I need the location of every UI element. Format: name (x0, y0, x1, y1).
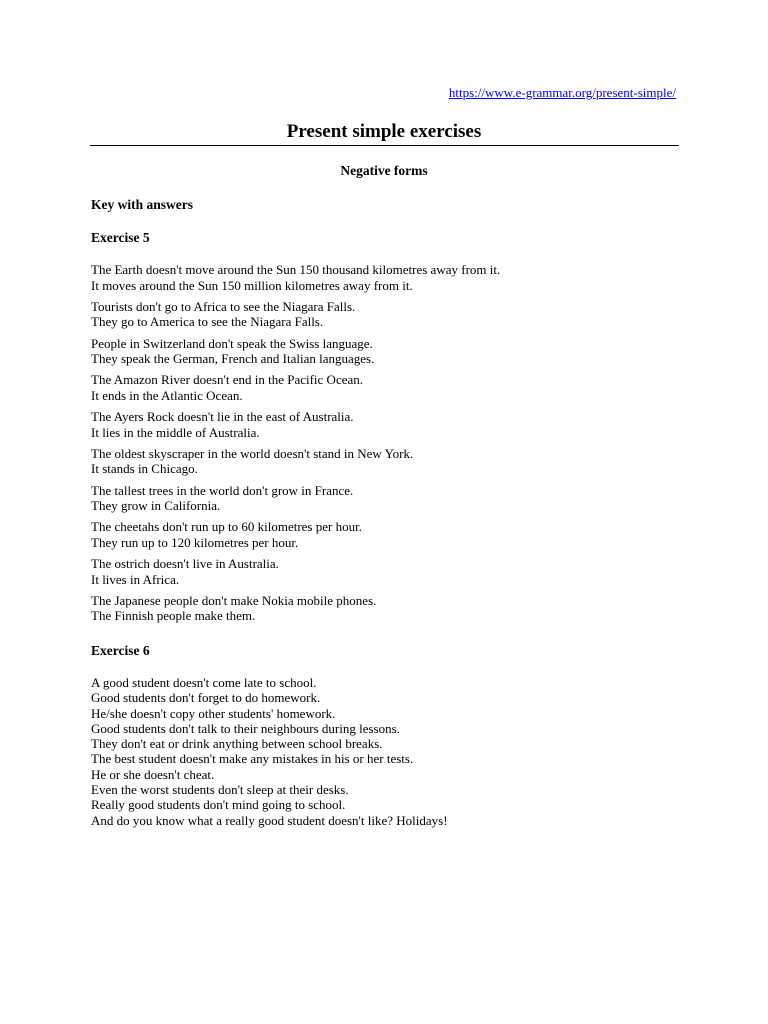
exercise-5-item (91, 556, 691, 593)
source-url-link[interactable]: https://www.e-grammar.org/present-simple/ (448, 85, 676, 100)
exercise-5-item (91, 483, 691, 520)
answer-sentence: They run up to 120 kilometres per hour. (91, 534, 299, 550)
exercise-6-line: Even the worst students don't sleep at their desks. (91, 782, 349, 798)
answer-sentence: It lies in the middle of Australia. (91, 424, 260, 440)
exercise-6-line: Really good students don't mind going to school. (91, 797, 346, 813)
negative-sentence: The ostrich doesn't live in Australia. (91, 556, 279, 571)
exercise-6-list (91, 675, 691, 828)
negative-sentence: The Ayers Rock doesn't lie in the east of Australia. (91, 409, 354, 424)
negative-sentence: The oldest skyscraper in the world doesn't stand in New York. (91, 445, 414, 461)
page-title: Present simple exercises (286, 121, 482, 142)
exercise-6-line: The best student doesn't make any mistakes in his or her tests. (91, 751, 414, 767)
answer-sentence: It stands in Chicago. (91, 461, 198, 477)
exercise-5-item (91, 593, 691, 630)
answer-sentence: It moves around the Sun 150 million kilometres away from it. (91, 277, 413, 293)
answer-sentence: It lives in Africa. (91, 571, 180, 587)
answer-sentence: It ends in the Atlantic Ocean. (91, 387, 243, 403)
exercise-5-list (91, 262, 691, 630)
negative-sentence: People in Switzerland don't speak the Swiss language. (91, 335, 373, 351)
negative-sentence: The cheetahs don't run up to 60 kilometres per hour. (91, 519, 362, 535)
negative-sentence: Tourists don't go to Africa to see the Niagara Falls. (91, 298, 356, 314)
exercise-6-line: He/she doesn't copy other students' homework. (91, 705, 336, 721)
exercise-6-line: A good student doesn't come late to school. (91, 675, 317, 690)
exercise-6-line: Good students don't forget to do homework. (91, 690, 321, 706)
exercise-5-item (91, 262, 691, 299)
exercise-6-line: He or she doesn't cheat. (91, 766, 215, 782)
key-heading: Key with answers (91, 197, 193, 212)
answer-sentence: They grow in California. (91, 498, 221, 513)
negative-sentence: The Amazon River doesn't end in the Pacific Ocean. (91, 372, 364, 388)
answer-sentence: They speak the German, French and Italian languages. (91, 351, 375, 366)
negative-sentence: The Japanese people don't make Nokia mobile phones. (91, 592, 377, 608)
exercise-5-item (91, 336, 691, 373)
page-subtitle: Negative forms (340, 163, 428, 178)
negative-sentence: The Earth doesn't move around the Sun 150 thousand kilometres away from it. (91, 262, 501, 277)
exercise-6-line: And do you know what a really good student doesn't like? Holidays! (91, 812, 448, 828)
exercise-5-heading: Exercise 5 (91, 230, 150, 245)
exercise-6-line: Good students don't talk to their neighbours during lessons. (91, 720, 400, 736)
exercise-5-item (91, 446, 691, 483)
negative-sentence: The tallest trees in the world don't grow in France. (91, 482, 354, 498)
title-divider (90, 145, 679, 146)
exercise-6-heading: Exercise 6 (91, 643, 150, 658)
exercise-6-line: They don't eat or drink anything between school breaks. (91, 736, 383, 752)
exercise-5-item (91, 299, 691, 336)
exercise-5-item (91, 519, 691, 556)
exercise-5-item (91, 409, 691, 446)
exercise-5-item (91, 372, 691, 409)
answer-sentence: They go to America to see the Niagara Falls. (91, 314, 324, 330)
answer-sentence: The Finnish people make them. (91, 608, 256, 624)
